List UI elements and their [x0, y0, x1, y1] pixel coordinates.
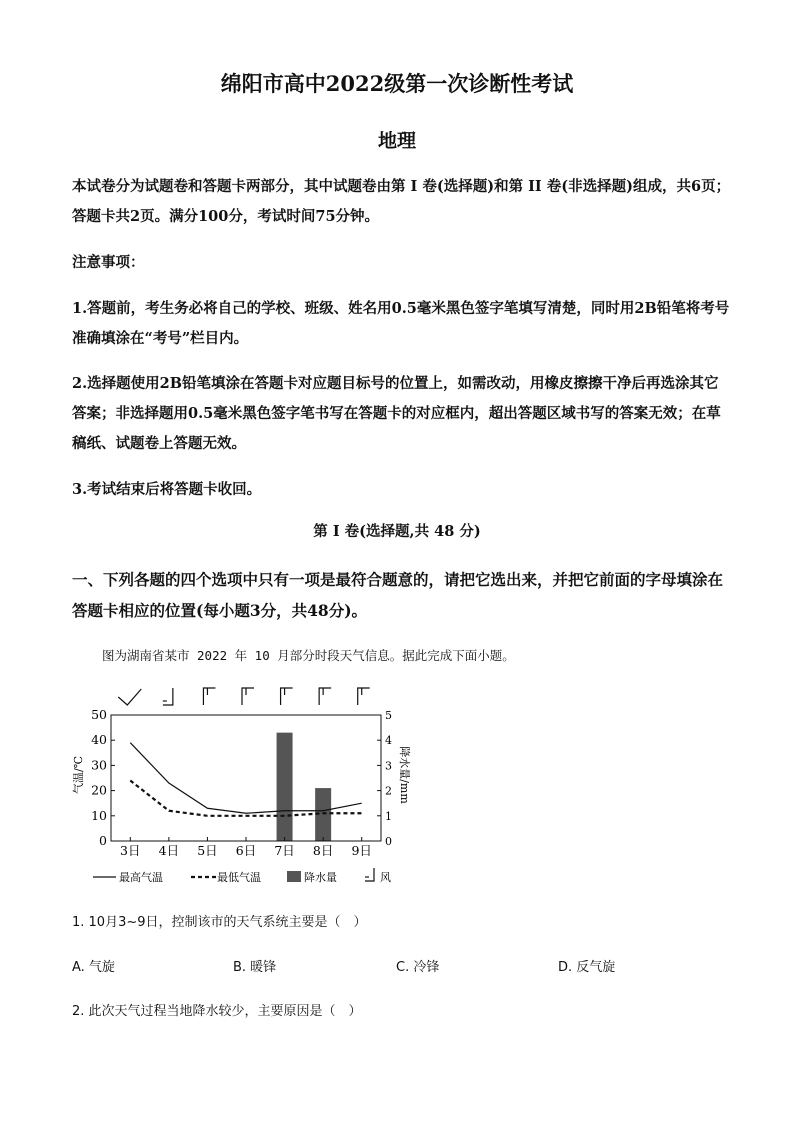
x-tick-label: 3日	[120, 843, 141, 858]
exam-title: 绵阳市高中2022级第一次诊断性考试	[220, 71, 574, 96]
section-title: 第 I 卷(选择题,共 48 分)	[313, 523, 481, 540]
wind-symbols	[118, 688, 369, 705]
legend-wind-label: 风	[380, 871, 391, 884]
wind-barb-symbol	[163, 688, 173, 705]
subject-title: 地理	[377, 130, 416, 152]
precipitation-bars	[277, 733, 332, 841]
plot-frame	[111, 715, 381, 841]
y2-tick-label: 5	[385, 709, 392, 722]
x-tick-label: 6日	[235, 843, 257, 858]
wind-barb-symbol	[319, 688, 331, 705]
q1-option-b: B. 暖锋	[233, 960, 277, 975]
y2-tick-label: 4	[385, 734, 392, 748]
y-tick-label: 30	[91, 757, 107, 773]
wind-barb-symbol	[242, 688, 254, 705]
figure-caption: 图为湖南省某市 2022 年 10 月部分时段天气信息。据此完成下面小题。	[102, 648, 515, 663]
legend-precip-label: 降水量	[304, 871, 337, 884]
chart-axes	[91, 707, 392, 858]
q1-option-c: C. 冷锋	[396, 960, 440, 975]
legend-max-label: 最高气温	[119, 871, 163, 884]
x-tick-label: 9日	[351, 843, 372, 858]
y-tick-label: 40	[91, 732, 107, 748]
y2-tick-label: 3	[385, 759, 392, 773]
notice-item-1: 1.答题前，考生务必将自己的学校、班级、姓名用0.5毫米黑色签字笔填写清楚，同时用2B铅笔将考号准确填涂在“考号”栏目内。	[72, 300, 730, 347]
notice-item-3: 3.考试结束后将答题卡收回。	[72, 481, 262, 498]
q1-option-d: D. 反气旋	[558, 960, 616, 975]
wind-barb-symbol	[203, 688, 215, 705]
section-instruction: 一、下列各题的四个选项中只有一项是最符合题意的，请把它选出来，并把它前面的字母填涂在答题卡相应的位置(每小题3分，共48分)。	[72, 570, 724, 620]
wind-barb-symbol	[281, 688, 293, 705]
y-tick-label: 10	[91, 807, 107, 823]
chart-legend	[93, 868, 391, 884]
x-tick-label: 8日	[312, 843, 334, 858]
y2-tick-label: 1	[385, 809, 392, 823]
x-tick-label: 4日	[158, 843, 180, 858]
x-tick-label: 5日	[197, 843, 218, 858]
y2-tick-label: 2	[385, 784, 392, 798]
legend-wind-symbol	[365, 868, 374, 881]
question-1: 1. 10月3~9日，控制该市的天气系统主要是（ ）	[72, 915, 367, 930]
notice-item-2: 2.选择题使用2B铅笔填涂在答题卡对应题目标号的位置上，如需改动，用橡皮擦擦干净后再选涂其它答案；非选择题用0.5毫米黑色签字笔书写在答题卡的对应框内，超出答题区域书写的答案无效；在草稿纸、试题卷上答题无效。	[72, 375, 721, 452]
x-tick-label: 7日	[274, 843, 295, 858]
q1-option-a: A. 气旋	[72, 960, 115, 975]
notice-heading: 注意事项：	[72, 254, 145, 271]
wind-barb-symbol	[358, 688, 370, 705]
y-tick-label: 0	[99, 833, 107, 848]
y2-axis-label: 降水量/mm	[398, 746, 411, 804]
y2-tick-label: 0	[385, 835, 392, 848]
legend-min-label: 最低气温	[217, 871, 261, 884]
precipitation-bar	[277, 733, 293, 841]
y-tick-label: 50	[91, 707, 107, 722]
legend-precip-swatch	[287, 871, 301, 882]
intro-paragraph: 本试卷分为试题卷和答题卡两部分，其中试题卷由第 I 卷(选择题)和第 II 卷(非选择题)组成，共6页；答题卡共2页。满分100分，考试时间75分钟。	[72, 178, 731, 225]
weather-chart	[60, 680, 420, 895]
wind-calm-symbol	[118, 689, 141, 705]
question-2: 2. 此次天气过程当地降水较少，主要原因是（ ）	[72, 1004, 362, 1019]
y-axis-label: 气温/℃	[72, 755, 85, 795]
y-tick-label: 20	[91, 782, 107, 798]
